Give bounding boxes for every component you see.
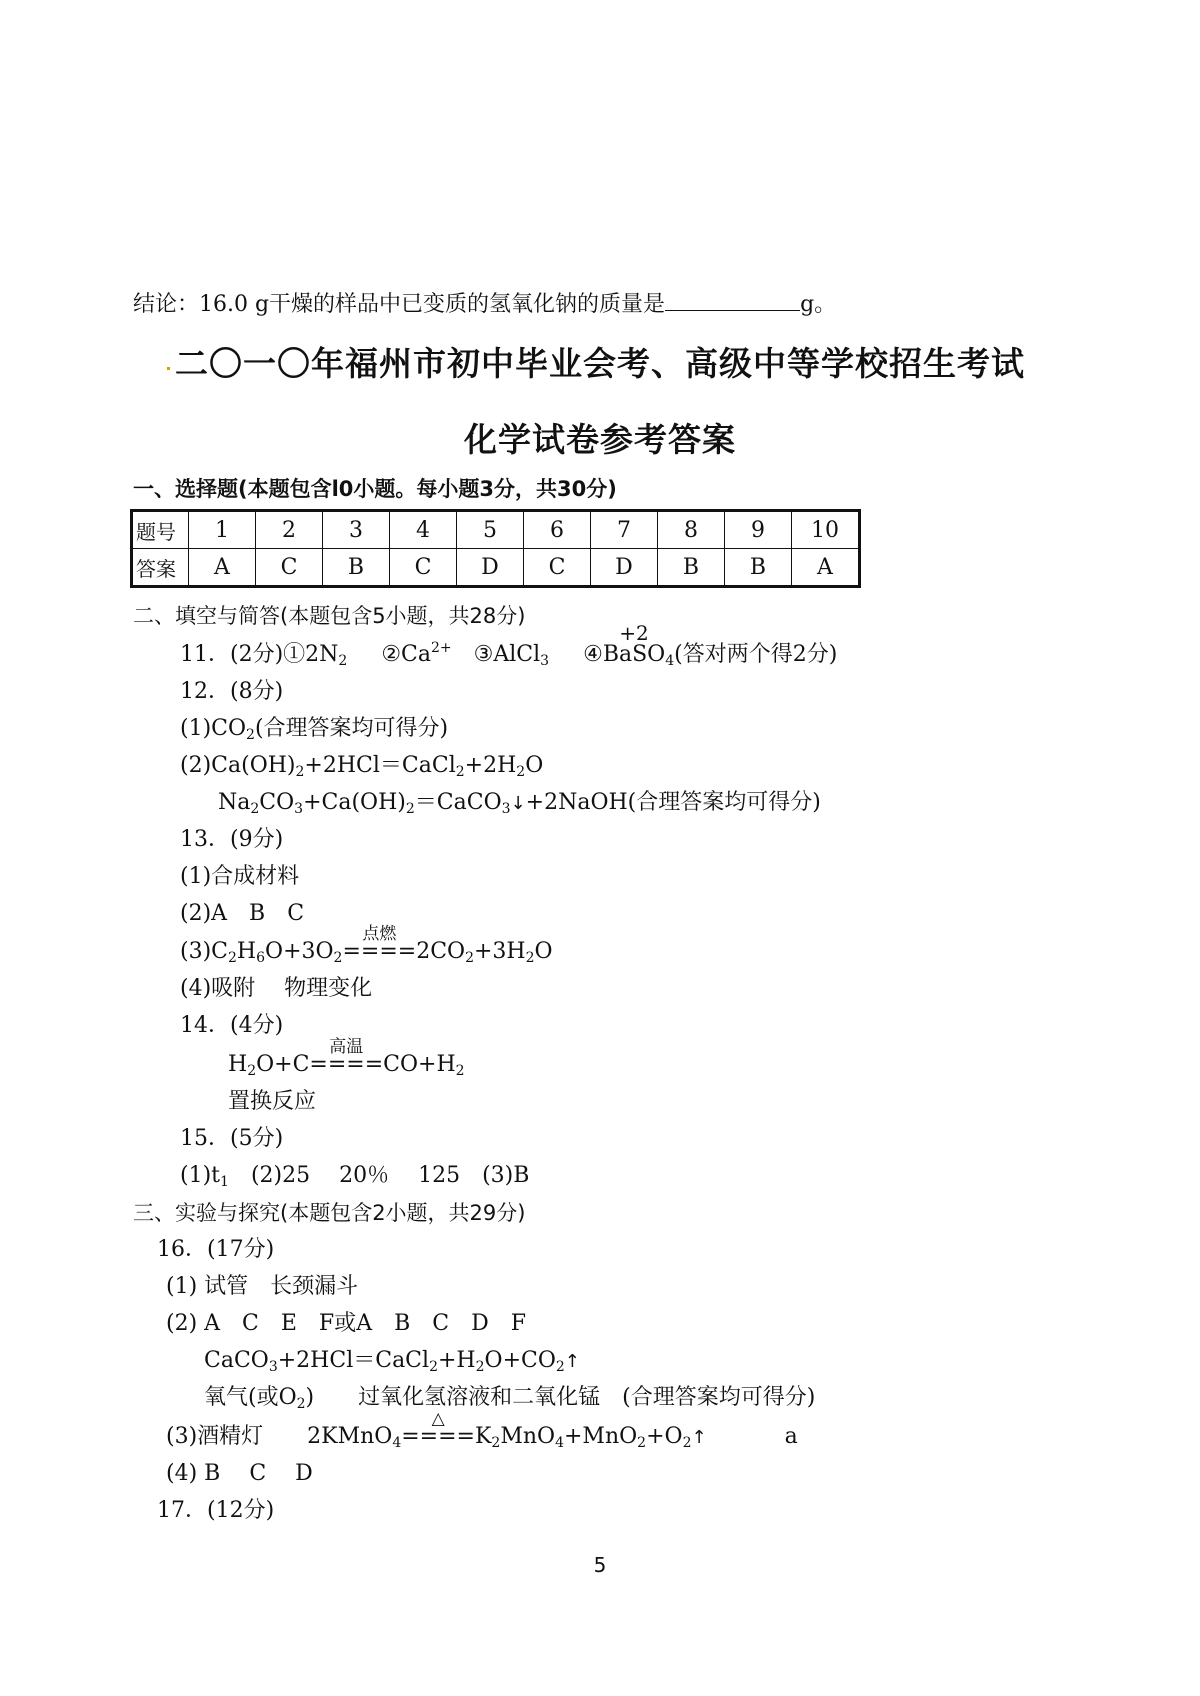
table-cell: D (457, 549, 524, 587)
answer-blank (665, 288, 800, 311)
q13-line2: (2)A B C (180, 901, 305, 926)
text: (合理答案均可得分) (254, 716, 449, 741)
q17-label: 17．(12分) (157, 1498, 275, 1523)
text: +2HCl＝CaCl (277, 1348, 430, 1373)
table-cell: C (256, 549, 323, 587)
q16-line2: (2) A C E F或A B C D F (166, 1311, 526, 1336)
table-cell: D (591, 549, 658, 587)
table-cell: B (323, 549, 390, 587)
subscript: 2 (555, 1359, 565, 1375)
subscript: 2 (228, 950, 237, 966)
text: Na (218, 790, 251, 815)
q16-line1: (1) 试管 长颈漏斗 (166, 1274, 359, 1299)
exam-subtitle: 化学试卷参考答案 (464, 420, 736, 459)
text: K (474, 1424, 492, 1449)
subscript: 6 (256, 950, 266, 966)
reaction-condition (309, 1037, 384, 1080)
page-number: 5 (593, 1553, 607, 1577)
equals-sign: ==== (401, 1424, 475, 1449)
table-row (132, 511, 860, 549)
heat-triangle-icon: △ (431, 1409, 445, 1429)
valence-mark: +2 (619, 621, 649, 645)
q14-equation (228, 1037, 465, 1080)
text: (1)CO (180, 716, 247, 741)
up-arrow-icon: ↑ (691, 1427, 707, 1448)
table-cell: 5 (457, 511, 524, 549)
section3-heading: 三、实验与探究(本题包含2小题，共29分) (133, 1201, 526, 1225)
q13-line1: (1)合成材料 (180, 864, 300, 889)
subscript: 4 (392, 1435, 402, 1451)
table-cell: C (390, 549, 457, 587)
subscript: 2 (250, 801, 260, 817)
subscript: 2 (246, 727, 255, 743)
text: +2NaOH(合理答案均可得分) (525, 790, 821, 815)
answer-table (130, 509, 861, 588)
text: (2)25 20％ 125 (3)B (228, 1163, 530, 1188)
q11-note: (答对两个得2分) (674, 642, 838, 667)
subscript: 2 (333, 950, 343, 966)
text: CO+H (383, 1052, 456, 1077)
subscript: 2 (465, 950, 474, 966)
text: +O (646, 1424, 683, 1449)
q12-line2 (180, 751, 543, 781)
q13-line3 (180, 924, 553, 967)
q12-label: 12．(8分) (180, 679, 284, 704)
up-arrow-icon: ↑ (564, 1351, 580, 1372)
text: ＝CaCO (414, 790, 502, 815)
row-label-number: 题号 (132, 511, 189, 549)
superscript: 2+ (431, 640, 452, 656)
q16-line6: (4) B C D (166, 1461, 313, 1486)
table-cell: 1 (189, 511, 256, 549)
text: CO (259, 790, 295, 815)
q14-type: 置换反应 (228, 1089, 317, 1114)
text: (1)t (180, 1163, 221, 1188)
subscript: 2 (295, 764, 305, 780)
text: O (525, 753, 544, 778)
text: +3H (474, 939, 526, 964)
q16-line4 (204, 1383, 815, 1413)
subscript: 2 (296, 1396, 306, 1412)
conclusion-text: 结论：16.0 g干燥的样品中已变质的氢氧化钠的质量是 (133, 292, 666, 317)
subscript: 3 (501, 801, 511, 817)
text: +Ca(OH) (303, 790, 406, 815)
row-label-answer: 答案 (132, 549, 189, 587)
condition-label: 高温 (329, 1037, 364, 1057)
text: +H (437, 1348, 476, 1373)
text: +2H (464, 753, 517, 778)
subscript: 2 (682, 1435, 692, 1451)
table-cell: 8 (658, 511, 725, 549)
q11-text: 11．(2分)①2N (180, 642, 339, 667)
table-cell: 10 (792, 511, 860, 549)
text: O+CO (484, 1348, 556, 1373)
reaction-condition (342, 924, 417, 967)
table-row (132, 549, 860, 587)
table-cell: 7 (591, 511, 658, 549)
text: O (534, 939, 553, 964)
q11-text: ④ (583, 642, 603, 667)
conclusion-line (133, 288, 836, 320)
section2-heading: 二、填空与简答(本题包含5小题，共28分) (133, 604, 526, 628)
subscript: 2 (525, 950, 535, 966)
subscript: 2 (405, 801, 415, 817)
equals-sign: ==== (342, 939, 417, 964)
text: O+C (256, 1052, 310, 1077)
text: (2)Ca(OH) (180, 753, 296, 778)
q16-label: 16．(17分) (157, 1237, 275, 1262)
text: (3)C (180, 939, 228, 964)
subscript: 2 (338, 653, 348, 669)
subscript: 2 (475, 1359, 485, 1375)
q11-answer (180, 621, 838, 670)
text: ) 过氧化氢溶液和二氧化锰 (合理答案均可得分) (305, 1385, 816, 1410)
subscript: 4 (665, 653, 675, 669)
subscript: 2 (247, 1063, 257, 1079)
text: H (236, 939, 257, 964)
equals-sign: ==== (309, 1052, 384, 1077)
q15-line1 (180, 1161, 529, 1191)
table-cell: A (189, 549, 256, 587)
subscript: 2 (455, 764, 465, 780)
conclusion-unit: g。 (800, 292, 837, 317)
q12-line3 (218, 788, 821, 819)
table-cell: C (524, 549, 591, 587)
q15-label: 15．(5分) (180, 1126, 284, 1151)
q16-line5 (166, 1409, 798, 1453)
text: MnO (500, 1424, 556, 1449)
q13-line4: (4)吸附 物理变化 (180, 976, 373, 1001)
q13-label: 13．(9分) (180, 827, 284, 852)
q12-line1 (180, 714, 448, 744)
q16-line3 (204, 1346, 580, 1377)
text: (3)酒精灯 2KMnO (166, 1424, 393, 1449)
text: 氧气(或O (204, 1385, 297, 1410)
section1-heading: 一、选择题(本题包含l0小题。每小题3分，共30分) (133, 477, 617, 501)
condition-label: 点燃 (362, 924, 397, 944)
table-cell: 3 (323, 511, 390, 549)
subscript: 2 (516, 764, 526, 780)
subscript: 3 (268, 1359, 278, 1375)
q14-label: 14．(4分) (180, 1013, 284, 1038)
table-cell: A (792, 549, 860, 587)
reaction-condition (401, 1409, 475, 1452)
table-cell: B (658, 549, 725, 587)
subscript: 2 (455, 1063, 465, 1079)
subscript: 2 (429, 1359, 438, 1375)
table-cell: 6 (524, 511, 591, 549)
table-cell: 4 (390, 511, 457, 549)
exam-title: 二〇一〇年福州市初中毕业会考、高级中等学校招生考试 (175, 344, 1025, 383)
q11-text: ③AlCl (473, 642, 541, 667)
q11-text: BaSO (602, 642, 666, 667)
text: +MnO (564, 1424, 638, 1449)
text: CaCO (204, 1348, 269, 1373)
text: 2CO (416, 939, 466, 964)
subscript: 2 (491, 1435, 501, 1451)
down-arrow-icon: ↓ (510, 793, 526, 814)
q11-text: ②Ca (381, 642, 431, 667)
text: H (228, 1052, 248, 1077)
text: a (784, 1424, 798, 1449)
subscript: 3 (540, 653, 550, 669)
table-cell: 2 (256, 511, 323, 549)
subscript: 4 (555, 1435, 564, 1451)
subscript: 1 (220, 1174, 229, 1190)
table-cell: B (725, 549, 792, 587)
table-cell: 9 (725, 511, 792, 549)
text: +2HCl＝CaCl (304, 753, 456, 778)
subscript: 3 (294, 801, 304, 817)
subscript: 2 (637, 1435, 647, 1451)
text: O+3O (265, 939, 334, 964)
